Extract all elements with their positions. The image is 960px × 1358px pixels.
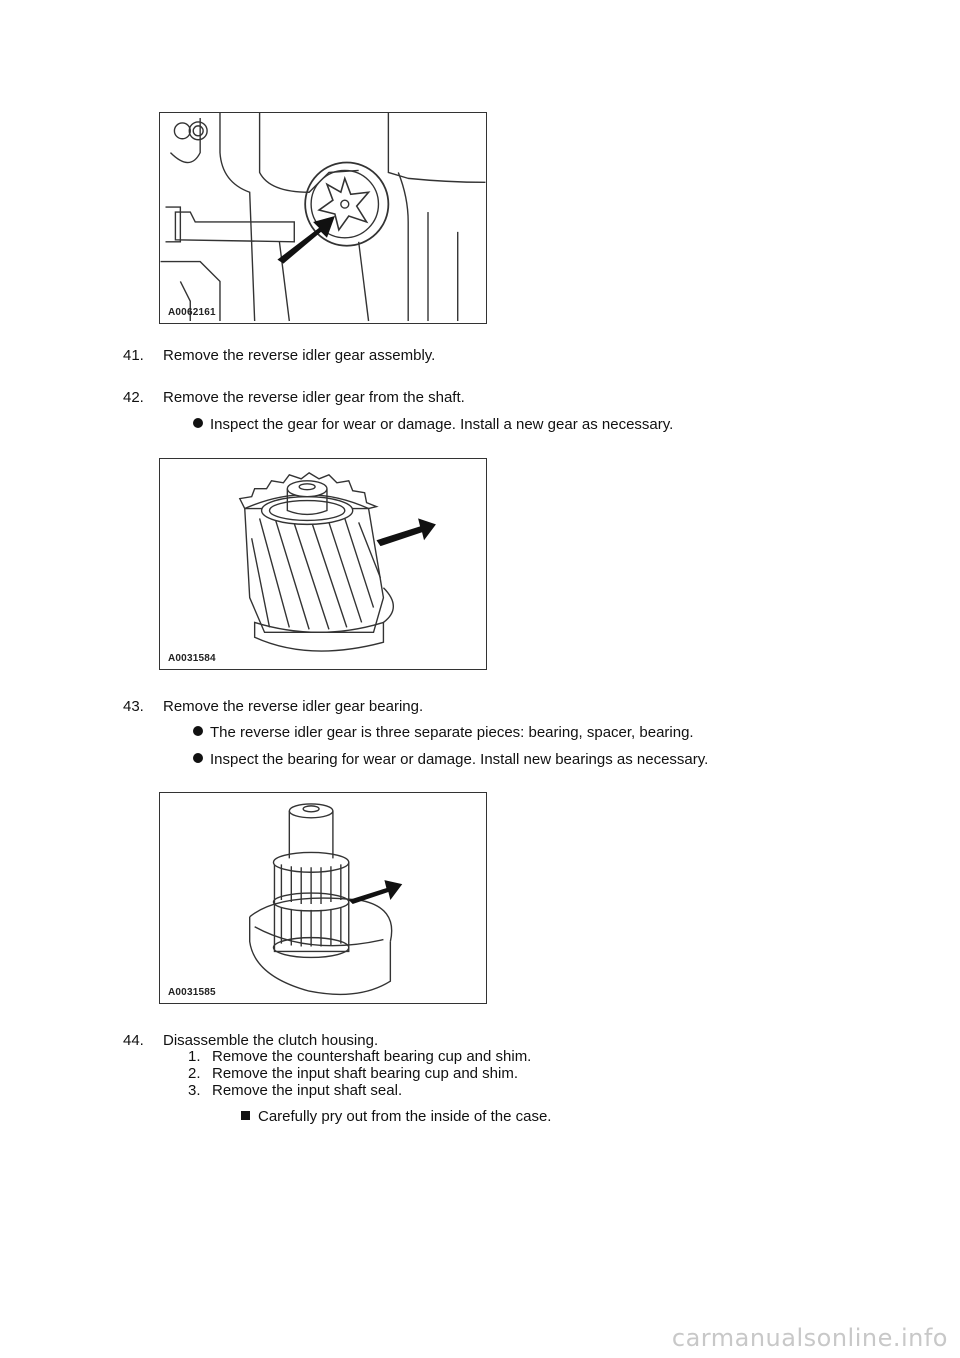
step-number: 43. xyxy=(123,698,144,715)
substep-text: Remove the input shaft bearing cup and shim. xyxy=(212,1065,519,1082)
step-text: Remove the reverse idler gear bearing. xyxy=(163,698,424,715)
substep-1 xyxy=(188,1048,531,1066)
step-number: 44. xyxy=(123,1032,144,1049)
bullet-text: The reverse idler gear is three separate pieces: bearing, spacer, bearing. xyxy=(210,724,694,741)
step-number: 41. xyxy=(123,347,144,364)
substep-3 xyxy=(188,1082,402,1100)
figure-torx-plug xyxy=(159,112,487,324)
bullet-item xyxy=(241,1108,551,1126)
idler-bearing-illustration xyxy=(160,793,486,1003)
figure-idler-bearing xyxy=(159,792,487,1004)
figure-id: A0031585 xyxy=(168,987,216,998)
bullet-item xyxy=(193,724,694,742)
step-text: Remove the reverse idler gear assembly. xyxy=(163,347,436,364)
step-text: Remove the reverse idler gear from the shaft. xyxy=(163,389,465,406)
substep-number: 1. xyxy=(188,1048,201,1065)
step-number: 42. xyxy=(123,389,144,406)
step-42 xyxy=(123,389,465,407)
substep-text: Remove the countershaft bearing cup and shim. xyxy=(212,1048,532,1065)
watermark: carmanualsonline.info xyxy=(671,1324,948,1352)
substep-number: 2. xyxy=(188,1065,201,1082)
idler-gear-illustration xyxy=(160,459,486,669)
figure-id: A0031584 xyxy=(168,653,216,664)
figure-idler-gear xyxy=(159,458,487,670)
substep-2 xyxy=(188,1065,518,1083)
figure-id: A0062161 xyxy=(168,307,216,318)
bullet-icon xyxy=(193,418,203,428)
bullet-text: Inspect the bearing for wear or damage. Install new bearings as necessary. xyxy=(210,751,709,768)
bullet-text: Inspect the gear for wear or damage. Install a new gear as necessary. xyxy=(210,416,674,433)
bullet-item xyxy=(193,751,708,769)
torx-plug-illustration xyxy=(160,113,486,323)
square-bullet-icon xyxy=(241,1111,250,1120)
bullet-text: Carefully pry out from the inside of the case. xyxy=(258,1108,552,1125)
step-43 xyxy=(123,698,423,716)
substep-number: 3. xyxy=(188,1082,201,1099)
substep-text: Remove the input shaft seal. xyxy=(212,1082,403,1099)
step-41 xyxy=(123,347,435,365)
bullet-item xyxy=(193,416,673,434)
step-text: Disassemble the clutch housing. xyxy=(163,1032,379,1049)
bullet-icon xyxy=(193,753,203,763)
bullet-icon xyxy=(193,726,203,736)
